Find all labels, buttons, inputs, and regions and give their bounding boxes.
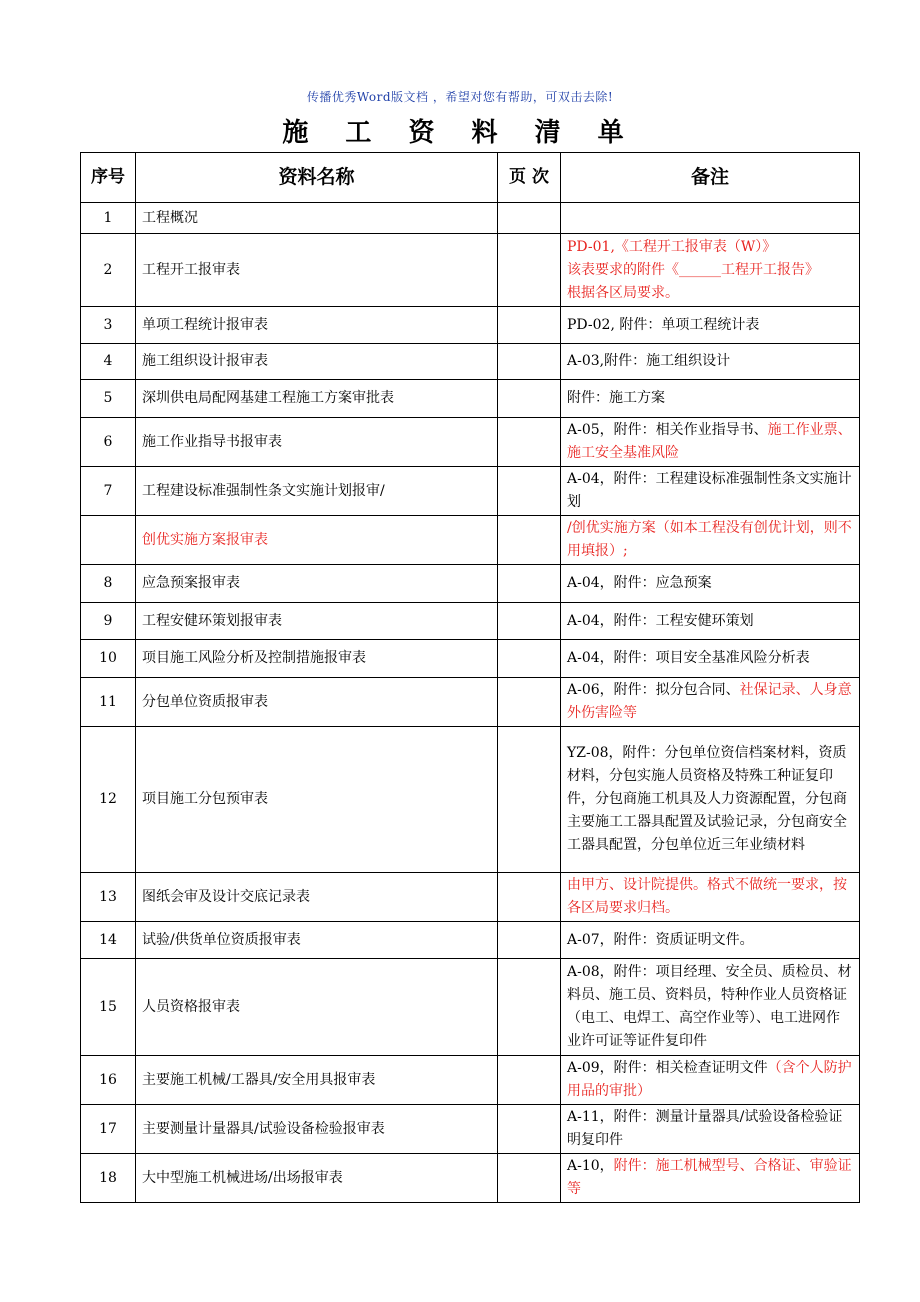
table-row xyxy=(81,234,860,307)
remark-cell xyxy=(561,307,860,344)
document-name: 施工作业指导书报审表 xyxy=(136,418,498,467)
remark-text: A-09，附件：相关检查证明文件 xyxy=(567,1060,768,1076)
header-no: 序号 xyxy=(81,153,136,203)
table-body xyxy=(81,203,860,1203)
row-number: 8 xyxy=(81,565,136,603)
remark-cell xyxy=(561,1105,860,1154)
document-name: 施工组织设计报审表 xyxy=(136,344,498,380)
page-cell xyxy=(498,1105,561,1154)
document-name: 人员资格报审表 xyxy=(136,959,498,1056)
row-number: 14 xyxy=(81,922,136,959)
table-row xyxy=(81,203,860,234)
document-banner: 传播优秀Word版文档 ，希望对您有帮助，可双击去除! xyxy=(306,90,614,104)
page-cell xyxy=(498,234,561,307)
page-cell xyxy=(498,678,561,727)
remark-cell xyxy=(561,959,860,1056)
remark-text: 附件：施工方案 xyxy=(567,390,665,406)
table-row xyxy=(81,640,860,678)
remark-cell xyxy=(561,873,860,922)
row-number: 2 xyxy=(81,234,136,307)
row-number: 15 xyxy=(81,959,136,1056)
row-number: 9 xyxy=(81,603,136,640)
page-cell xyxy=(498,727,561,873)
remark-cell xyxy=(561,678,860,727)
document-name: 大中型施工机械进场/出场报审表 xyxy=(136,1154,498,1203)
remark-cell xyxy=(561,418,860,467)
remark-text: A-03,附件：施工组织设计 xyxy=(567,353,731,369)
remark-text: A-08，附件：项目经理、安全员、质检员、材料员、施工员、资料员，特种作业人员资格证（电工、电焊工、高空作业等）、电工进网作业许可证等证件复印件 xyxy=(567,964,852,1049)
page-cell xyxy=(498,344,561,380)
document-name: 分包单位资质报审表 xyxy=(136,678,498,727)
table-row xyxy=(81,380,860,418)
document-name: 项目施工风险分析及控制措施报审表 xyxy=(136,640,498,678)
page-cell xyxy=(498,307,561,344)
document-name: 深圳供电局配网基建工程施工方案审批表 xyxy=(136,380,498,418)
row-number: 5 xyxy=(81,380,136,418)
document-name: 单项工程统计报审表 xyxy=(136,307,498,344)
remark-text: /创优实施方案（如本工程没有创优计划，则不用填报）; xyxy=(567,520,852,559)
page-cell xyxy=(498,467,561,516)
document-name: 工程开工报审表 xyxy=(136,234,498,307)
row-number: 10 xyxy=(81,640,136,678)
page-cell xyxy=(498,565,561,603)
header-name: 资料名称 xyxy=(136,153,498,203)
header-page: 页 次 xyxy=(498,153,561,203)
table-row xyxy=(81,516,860,565)
table-row xyxy=(81,1154,860,1203)
remark-text: A-10， xyxy=(567,1158,614,1174)
table-row xyxy=(81,418,860,467)
remark-cell xyxy=(561,1154,860,1203)
remark-text: A-05，附件：相关作业指导书、 xyxy=(567,422,768,438)
row-number: 13 xyxy=(81,873,136,922)
page-cell xyxy=(498,873,561,922)
page-cell xyxy=(498,1056,561,1105)
document-name: 项目施工分包预审表 xyxy=(136,727,498,873)
remark-text: A-11，附件：测量计量器具/试验设备检验证明复印件 xyxy=(567,1109,843,1148)
table-row xyxy=(81,307,860,344)
page-cell xyxy=(498,380,561,418)
table-row xyxy=(81,603,860,640)
remark-cell xyxy=(561,727,860,873)
remark-cell xyxy=(561,380,860,418)
remark-text: 该表要求的附件《______工程开工报告》 xyxy=(567,261,819,278)
remark-text: A-04，附件：应急预案 xyxy=(567,575,712,591)
row-number xyxy=(81,516,136,565)
document-name: 试验/供货单位资质报审表 xyxy=(136,922,498,959)
table-row xyxy=(81,565,860,603)
document-name: 工程概况 xyxy=(136,203,498,234)
row-number: 3 xyxy=(81,307,136,344)
header-row xyxy=(81,153,860,203)
remark-text: A-06，附件：拟分包合同、 xyxy=(567,682,740,698)
remark-cell xyxy=(561,922,860,959)
remark-cell xyxy=(561,603,860,640)
row-number: 16 xyxy=(81,1056,136,1105)
remark-cell xyxy=(561,344,860,380)
page-cell xyxy=(498,418,561,467)
page-cell xyxy=(498,922,561,959)
remark-text: A-04，附件：项目安全基准风险分析表 xyxy=(567,650,810,666)
remark-cell xyxy=(561,203,860,234)
table-row xyxy=(81,727,860,873)
page-cell xyxy=(498,1154,561,1203)
table-row xyxy=(81,873,860,922)
row-number: 6 xyxy=(81,418,136,467)
row-number: 1 xyxy=(81,203,136,234)
remark-text: （含个人防护用品的审批） xyxy=(567,1060,852,1099)
remark-cell xyxy=(561,565,860,603)
remark-text: A-04，附件：工程安健环策划 xyxy=(567,612,754,629)
document-name: 工程建设标准强制性条文实施计划报审/ xyxy=(136,467,498,516)
table-row xyxy=(81,467,860,516)
remark-cell xyxy=(561,234,860,307)
page-cell xyxy=(498,640,561,678)
remark-text: 社保记录、人身意外伤害险等 xyxy=(567,682,852,721)
page-cell xyxy=(498,603,561,640)
remark-text: A-04，附件：工程建设标准强制性条文实施计划 xyxy=(567,471,852,510)
document-name: 应急预案报审表 xyxy=(136,565,498,603)
document-name: 工程安健环策划报审表 xyxy=(136,603,498,640)
header-remark: 备注 xyxy=(561,153,860,203)
table-row xyxy=(81,922,860,959)
remark-cell xyxy=(561,467,860,516)
remark-text: PD-01,《工程开工报审表（W）》 xyxy=(567,238,777,255)
remark-text: 附件：施工机械型号、合格证、审验证等 xyxy=(567,1158,852,1197)
table-row xyxy=(81,1105,860,1154)
table-row xyxy=(81,344,860,380)
page-title: 施 工 资 料 清 单 xyxy=(282,118,638,148)
remark-cell xyxy=(561,1056,860,1105)
table-row xyxy=(81,959,860,1056)
document-name: 图纸会审及设计交底记录表 xyxy=(136,873,498,922)
document-name: 创优实施方案报审表 xyxy=(136,516,498,565)
page-cell xyxy=(498,959,561,1056)
remark-text: YZ-08，附件：分包单位资信档案材料，资质材料，分包实施人员资格及特殊工种证复印件，分包商施工机具及人力资源配置，分包商主要施工工器具配置及试验记录，分包商安全工器具配置，分包单位近三年业绩材料 xyxy=(567,745,847,853)
remark-cell xyxy=(561,516,860,565)
remark-text: PD-02, 附件：单项工程统计表 xyxy=(567,316,760,333)
remark-text: 根据各区局要求。 xyxy=(567,284,679,301)
row-number: 17 xyxy=(81,1105,136,1154)
row-number: 12 xyxy=(81,727,136,873)
page-cell xyxy=(498,516,561,565)
remark-text: 由甲方、设计院提供。格式不做统一要求，按各区局要求归档。 xyxy=(567,877,847,916)
row-number: 18 xyxy=(81,1154,136,1203)
row-number: 4 xyxy=(81,344,136,380)
remark-text: A-07，附件：资质证明文件。 xyxy=(567,931,754,948)
remark-cell xyxy=(561,640,860,678)
document-name: 主要施工机械/工器具/安全用具报审表 xyxy=(136,1056,498,1105)
row-number: 11 xyxy=(81,678,136,727)
document-table xyxy=(80,152,860,1203)
remark-text: 施工作业票、施工安全基准风险 xyxy=(567,422,852,461)
document-name: 主要测量计量器具/试验设备检验报审表 xyxy=(136,1105,498,1154)
table-row xyxy=(81,1056,860,1105)
table-row xyxy=(81,678,860,727)
page-cell xyxy=(498,203,561,234)
row-number: 7 xyxy=(81,467,136,516)
